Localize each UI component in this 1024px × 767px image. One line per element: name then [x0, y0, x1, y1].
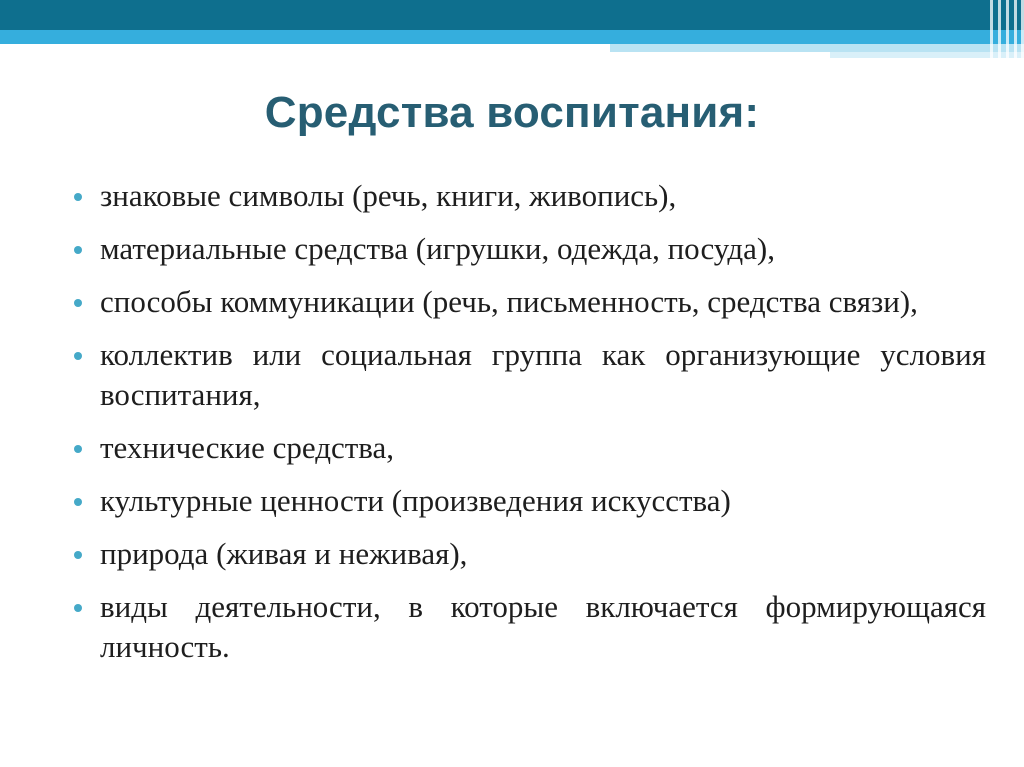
list-item-text: культурные ценности (произведения искусства) [100, 483, 731, 518]
slide-title: Средства воспитания: [264, 88, 760, 137]
header-bar-light [0, 30, 1024, 44]
bullet-dot-icon [74, 246, 82, 254]
list-item [74, 534, 986, 574]
list-item [74, 428, 986, 468]
bullet-dot-icon [74, 551, 82, 559]
list-item [74, 229, 986, 269]
bullet-dot-icon [74, 498, 82, 506]
list-item [74, 481, 986, 521]
bullet-dot-icon [74, 445, 82, 453]
list-item-text: материальные средства (игрушки, одежда, посуда), [100, 231, 775, 266]
header-bar-pale [610, 44, 1024, 52]
header-stripe [998, 0, 1001, 60]
bullet-dot-icon [74, 299, 82, 307]
list-item [74, 176, 986, 216]
list-item-text: способы коммуникации (речь, письменность, средства связи), [100, 284, 918, 319]
header-bar-dark [0, 0, 1024, 30]
list-item-text: знаковые символы (речь, книги, живопись), [100, 178, 677, 213]
bullet-dot-icon [74, 604, 82, 612]
header-stripe [1006, 0, 1009, 60]
header-bar-pale-small [830, 52, 1024, 58]
bullet-dot-icon [74, 352, 82, 360]
list-item-text: коллектив или социальная группа как организующие условия воспитания, [100, 337, 986, 412]
header-stripe [1014, 0, 1017, 60]
list-item-text: виды деятельности, в которые включается формирующаяся личность. [100, 589, 986, 664]
list-item-text: природа (живая и неживая), [100, 536, 468, 571]
header-stripe [990, 0, 993, 60]
list-item [74, 335, 986, 415]
bullet-list [74, 176, 986, 680]
bullet-dot-icon [74, 193, 82, 201]
list-item-text: технические средства, [100, 430, 395, 465]
list-item [74, 282, 986, 322]
list-item [74, 587, 986, 667]
